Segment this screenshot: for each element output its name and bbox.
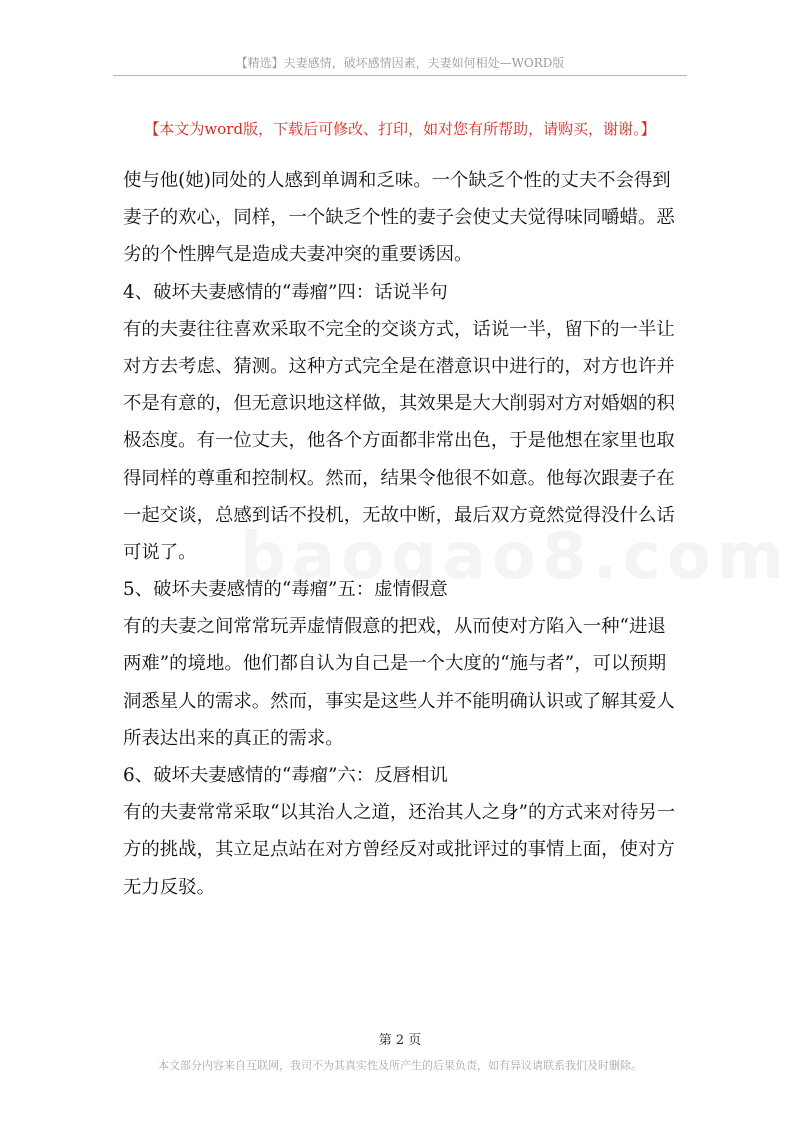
body-line: 一起交谈，总感到话不投机，无故中断，最后双方竟然觉得没什么话 bbox=[123, 504, 675, 526]
download-notice: 【本文为word版，下载后可修改、打印，如对您有所帮助，请购买，谢谢。】 bbox=[144, 120, 656, 138]
body-line: 妻子的欢心，同样，一个缺乏个性的妻子会使丈夫觉得味同嚼蜡。恶 bbox=[123, 207, 675, 229]
body-line: 有的夫妻之间常常玩弄虚情假意的把戏，从而使对方陷入一种“进退 bbox=[123, 616, 666, 638]
body-line: 极态度。有一位丈夫，他各个方面都非常出色，于是他想在家里也取 bbox=[123, 430, 675, 452]
body-line: 有的夫妻常常采取“以其治人之道，还治其人之身”的方式来对待另一 bbox=[123, 802, 676, 824]
body-line: 对方去考虑、猜测。这种方式完全是在潜意识中进行的，对方也许并 bbox=[123, 355, 675, 377]
body-line: 所表达出来的真正的需求。 bbox=[123, 727, 344, 749]
body-line: 劣的个性脾气是造成夫妻冲突的重要诱因。 bbox=[123, 244, 473, 266]
body-line: 方的挑战，其立足点站在对方曾经反对或批评过的事情上面，使对方 bbox=[123, 839, 675, 861]
footer-disclaimer: 本文部分内容来自互联网，我司不为其真实性及所产生的后果负责，如有异议请联系我们及时删除。 bbox=[158, 1059, 642, 1072]
header-divider bbox=[113, 75, 687, 76]
body-line: 不是有意的，但无意识地这样做，其效果是大大削弱对方对婚姻的积 bbox=[123, 393, 675, 415]
body-line: 可说了。 bbox=[123, 541, 197, 563]
body-line: 洞悉星人的需求。然而，事实是这些人并不能明确认识或了解其爱人 bbox=[123, 690, 675, 712]
page-number: 第 2 页 bbox=[378, 1033, 422, 1048]
body-line: 得同样的尊重和控制权。然而，结果令他很不如意。他每次跟妻子在 bbox=[123, 467, 675, 489]
body-line: 无力反驳。 bbox=[123, 876, 215, 898]
body-line: 使与他(她)同处的人感到单调和乏味。一个缺乏个性的丈夫不会得到 bbox=[123, 170, 671, 191]
document-body bbox=[123, 162, 689, 906]
section-heading-4: 4、破坏夫妻感情的“毒瘤”四：话说半句 bbox=[123, 281, 448, 303]
body-line: 有的夫妻往往喜欢采取不完全的交谈方式，话说一半，留下的一半让 bbox=[123, 318, 675, 340]
body-line: 两难”的境地。他们都自认为自己是一个大度的“施与者”，可以预期 bbox=[123, 653, 667, 675]
section-heading-5: 5、破坏夫妻感情的“毒瘤”五：虚情假意 bbox=[123, 579, 448, 601]
section-heading-6: 6、破坏夫妻感情的“毒瘤”六：反唇相讥 bbox=[123, 765, 448, 786]
page-header: 【精选】夫妻感情，破坏感情因素，夫妻如何相处—WORD版 bbox=[235, 56, 565, 70]
